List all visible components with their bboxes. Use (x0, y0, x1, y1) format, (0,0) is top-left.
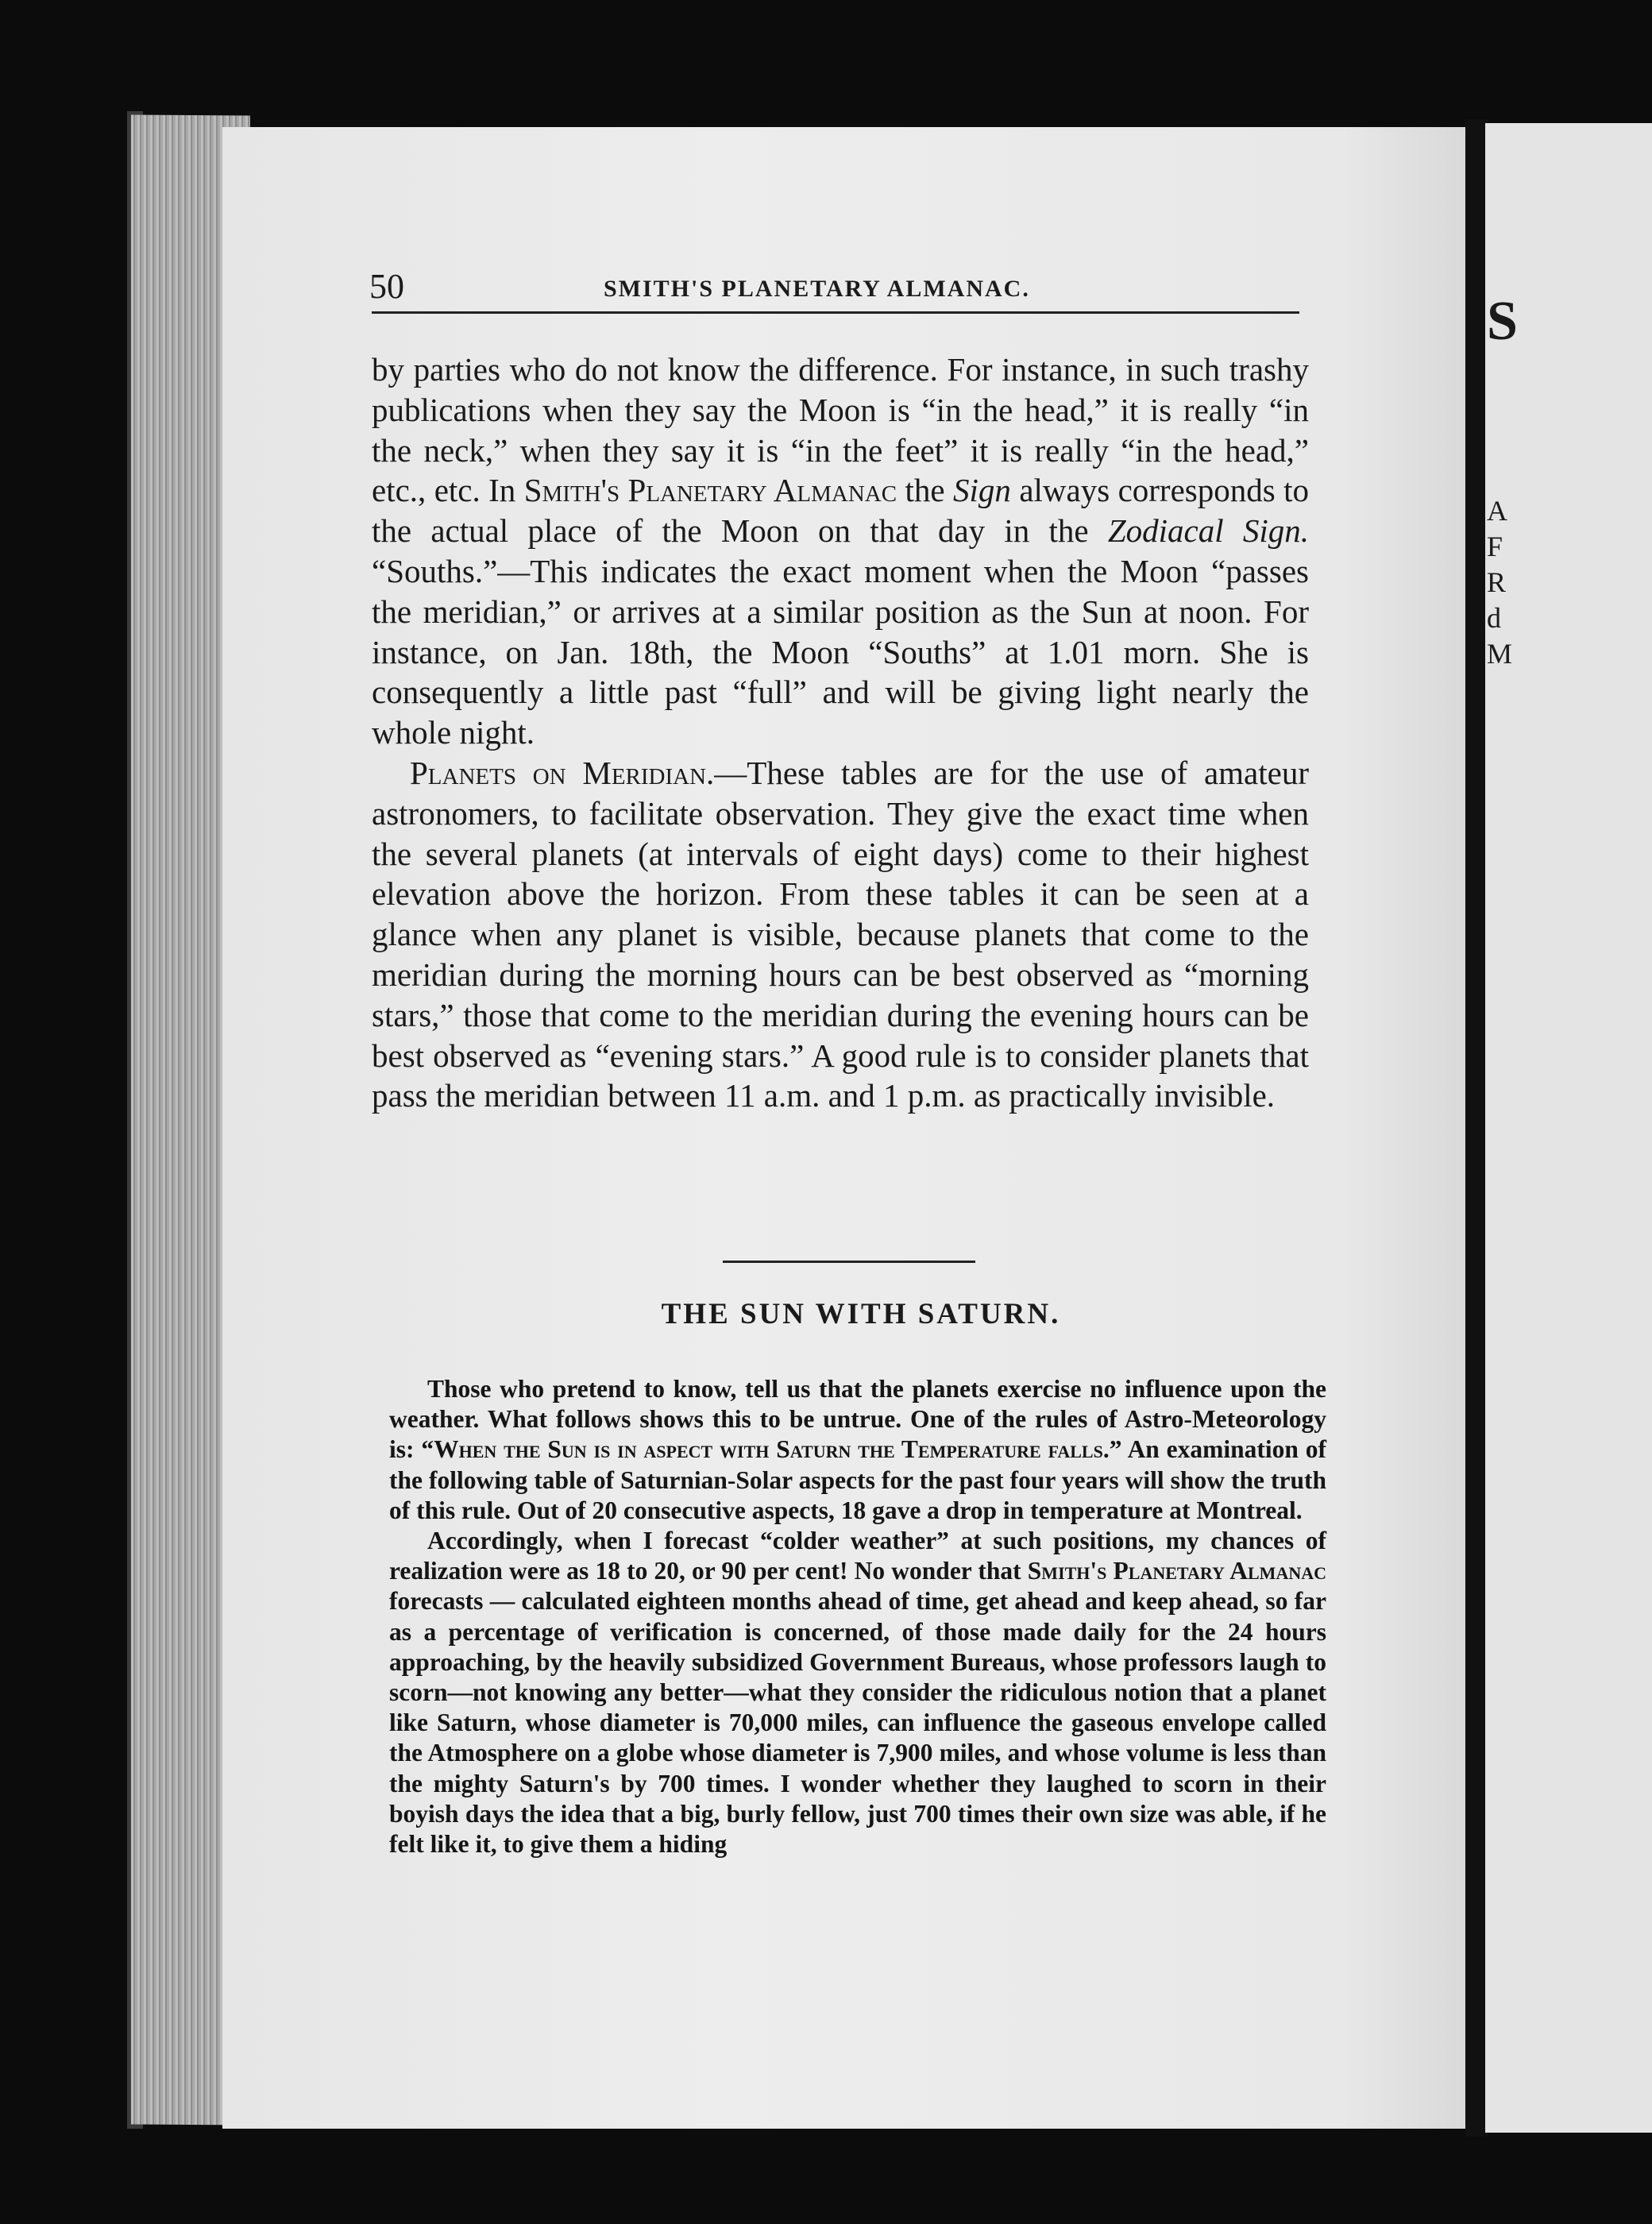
body-text (372, 349, 1309, 1116)
paragraph (389, 1526, 1326, 1859)
text-run: Zodiacal Sign. (1107, 512, 1309, 550)
text-run: Sign (953, 472, 1011, 509)
facing-page-fragment: S (1487, 291, 1518, 352)
paragraph (389, 1374, 1326, 1526)
section-body (389, 1374, 1326, 1859)
text-run: Those who pretend to know, tell us that the planets exercise no influence upon the weather. What follows shows this to be untrue. One of the rules of Astro-Meteorology is: “ (389, 1375, 1326, 1464)
text-run: Smith's Planetary Almanac (1027, 1557, 1326, 1585)
section-divider (723, 1261, 975, 1263)
text-run: —These tables are for the use of amateur astronomers, to facilitate observation. They give the exact time when the several planets (at intervals of eight days) come to their highest elevation above the horizon. From these tables it can be seen at a glance when any planet is visible, because planets that come to the meridian during the morning hours can be best observed as “morning stars,” those that come to the meridian during the evening hours can be best observed as “evening stars.” A good rule is to consider planets that pass the meridian between 11 a.m. and 1 p.m. as practically invisible. (372, 754, 1309, 1114)
header-rule (372, 311, 1299, 314)
text-run: Accordingly, when I forecast “colder weather” at such positions, my chances of realization were as 18 to 20, or 90 per cent! No wonder that (389, 1527, 1326, 1585)
facing-page (1485, 123, 1652, 2133)
text-run: “Souths.”—This indicates the exact moment when the Moon “passes the meridian,” or arrives at a similar position as the Sun at noon. For instance, on Jan. 18th, the Moon “Souths” at 1.01 morn. She is consequently a little past “full” and will be giving light nearly the whole night. (372, 552, 1309, 751)
text-run: always corresponds to the actual place of the Moon on that day in the (372, 472, 1309, 550)
text-run: Smith's Planetary Almanac (523, 472, 897, 509)
paragraph (372, 753, 1309, 1116)
section-title: THE SUN WITH SATURN. (661, 1298, 1061, 1330)
page-header (369, 266, 1299, 314)
paragraph (372, 349, 1309, 753)
text-run: ” An examination of the following table of Saturnian-Solar aspects for the past four years will show the truth of this rule. Out of 20 consecutive aspects, 18 gave a drop in temperature at Montreal. (389, 1435, 1326, 1524)
text-run: forecasts — calculated eighteen months ahead of time, get ahead and keep ahead, so far as a percentage of verification is concerned, of those made daily for the 24 hours approaching, by the heavily subsidized Government Bureaus, whose professors laugh to scorn—not knowing any better—what they consider the ridiculous notion that a planet like Saturn, whose diameter is 70,000 miles, can influence the gaseous envelope called the Atmosphere on a globe whose diameter is 7,900 miles, and whose volume is less than the mighty Saturn's by 700 times. I wonder whether they laughed to scorn in their boyish days the idea that a big, burly fellow, just 700 times their own size was able, if he felt like it, to give them a hiding (389, 1587, 1326, 1859)
book-gutter (1465, 119, 1488, 2137)
page-number: 50 (369, 267, 404, 306)
text-run: the (897, 472, 953, 509)
facing-page-fragment: F (1487, 531, 1503, 562)
text-run: by parties who do not know the difference. For instance, in such trashy publications when they say the Moon is “in the head,” it is really “in the neck,” when they say it is “in the feet” it is really “in the head,” etc., etc. In (372, 351, 1309, 509)
text-run: Planets on Meridian. (410, 754, 715, 791)
text-run: When the Sun is in aspect with Saturn the Temperature falls. (434, 1435, 1110, 1464)
running-head: SMITH'S PLANETARY ALMANAC. (604, 276, 1030, 302)
facing-page-fragment: R (1487, 566, 1507, 598)
facing-page-fragment: M (1487, 638, 1513, 670)
facing-page-fragment: d (1487, 602, 1501, 634)
facing-page-fragment: A (1487, 495, 1507, 527)
